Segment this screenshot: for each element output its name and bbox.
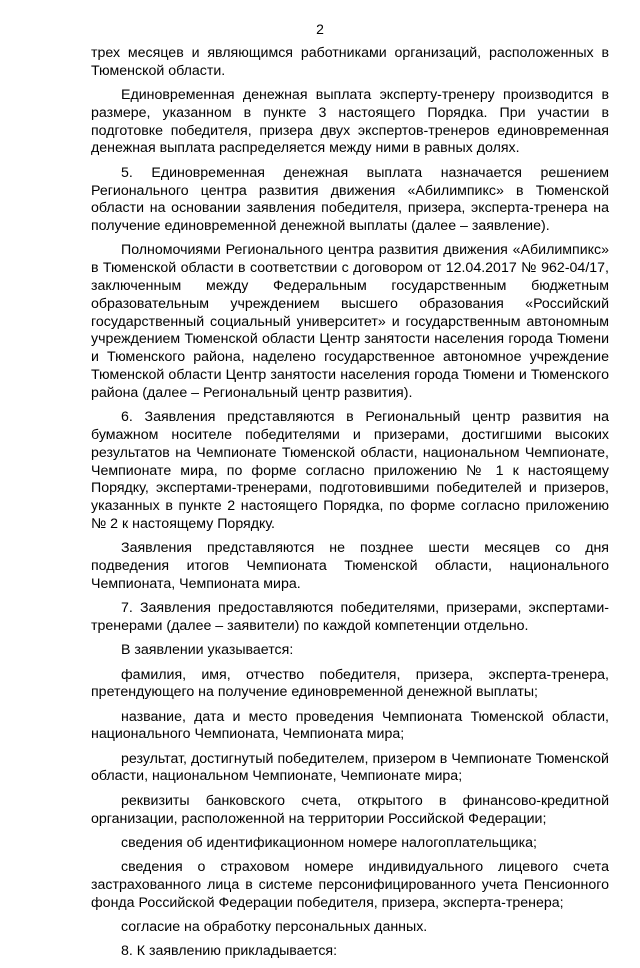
list-item-insurance-number: сведения о страховом номере индивидуального лицевого счета застрахованного лица в системе персонифицированного учета Пенсионного фонда Российской Федерации победителя, призера, эксперта-тренера; [91, 859, 609, 911]
list-item-full-name: фамилия, имя, отчество победителя, призера, эксперта-тренера, претендующего на получение единовременной денежной выплаты; [91, 666, 609, 701]
paragraph-deadline: Заявления представляются не позднее шести месяцев со дня подведения итогов Чемпионата Тюменской области, национального Чемпионата, Чемпионата мира. [91, 540, 609, 592]
list-item-championship-details: название, дата и место проведения Чемпионата Тюменской области, национального Чемпионата, Чемпионата мира; [91, 708, 609, 743]
paragraph-clause-5: 5. Единовременная денежная выплата назначается решением Регионального центра развития движения «Абилимпикс» в Тюменской области на основании заявления победителя, призера, эксперта-тренера на получение единовременной денежной выплаты (далее – заявление). [91, 164, 609, 235]
paragraph-clause-8: 8. К заявлению прикладывается: [121, 943, 338, 960]
list-item-data-consent: согласие на обработку персональных данных. [121, 919, 428, 936]
list-item-result: результат, достигнутый победителем, призером в Чемпионате Тюменской области, национальном Чемпионате, Чемпионате мира; [91, 750, 609, 785]
paragraph-regional-center-authority: Полномочиями Регионального центра развития движения «Абилимпикс» в Тюменской области в соответствии с договором от 12.04.2017 № 962-04/17, заключенным между Федеральным государственным бюджетным образовательным учреждением высшего образования «Российский государственный социальный университет» и государственным автономным учреждением Тюменской области Центр занятости населения города Тюмени и Тюменского района, наделено государственное автономное учреждение Тюменской области Центр занятости населения города Тюмени и Тюменского района (далее – Региональный центр развития). [91, 242, 609, 401]
paragraph-expert-payment: Единовременная денежная выплата эксперту-тренеру производится в размере, указанном в пункте 3 настоящего Порядка. При участии в подготовке победителя, призера двух экспертов-тренеров единовременная денежная выплата распределяется между ними в равных долях. [91, 87, 609, 157]
paragraph-clause-6: 6. Заявления представляются в Региональный центр развития на бумажном носителе победителями и призерами, достигшими высоких результатов на Чемпионате Тюменской области, национальном Чемпионате, Чемпионате мира, по форме согласно приложению № 1 к настоящему Порядку, экспертами-тренерами, подготовившими победителей и призеров, указанных в пункте 2 настоящего Порядка, по форме согласно приложению № 2 к настоящему Порядку. [91, 409, 609, 532]
paragraph-continuation: трех месяцев и являющимся работниками организаций, расположенных в Тюменской области. [91, 45, 609, 79]
paragraph-application-contents-intro: В заявлении указывается: [121, 642, 294, 659]
list-item-tax-id: сведения об идентификационном номере налогоплательщика; [121, 834, 537, 851]
document-body [91, 45, 609, 968]
list-item-bank-details: реквизиты банковского счета, открытого в финансово-кредитной организации, расположенной на территории Российской Федерации; [91, 792, 609, 827]
paragraph-clause-7: 7. Заявления предоставляются победителями, призерами, экспертами-тренерами (далее – заявители) по каждой компетенции отдельно. [91, 600, 609, 634]
page-number: 2 [316, 21, 324, 37]
